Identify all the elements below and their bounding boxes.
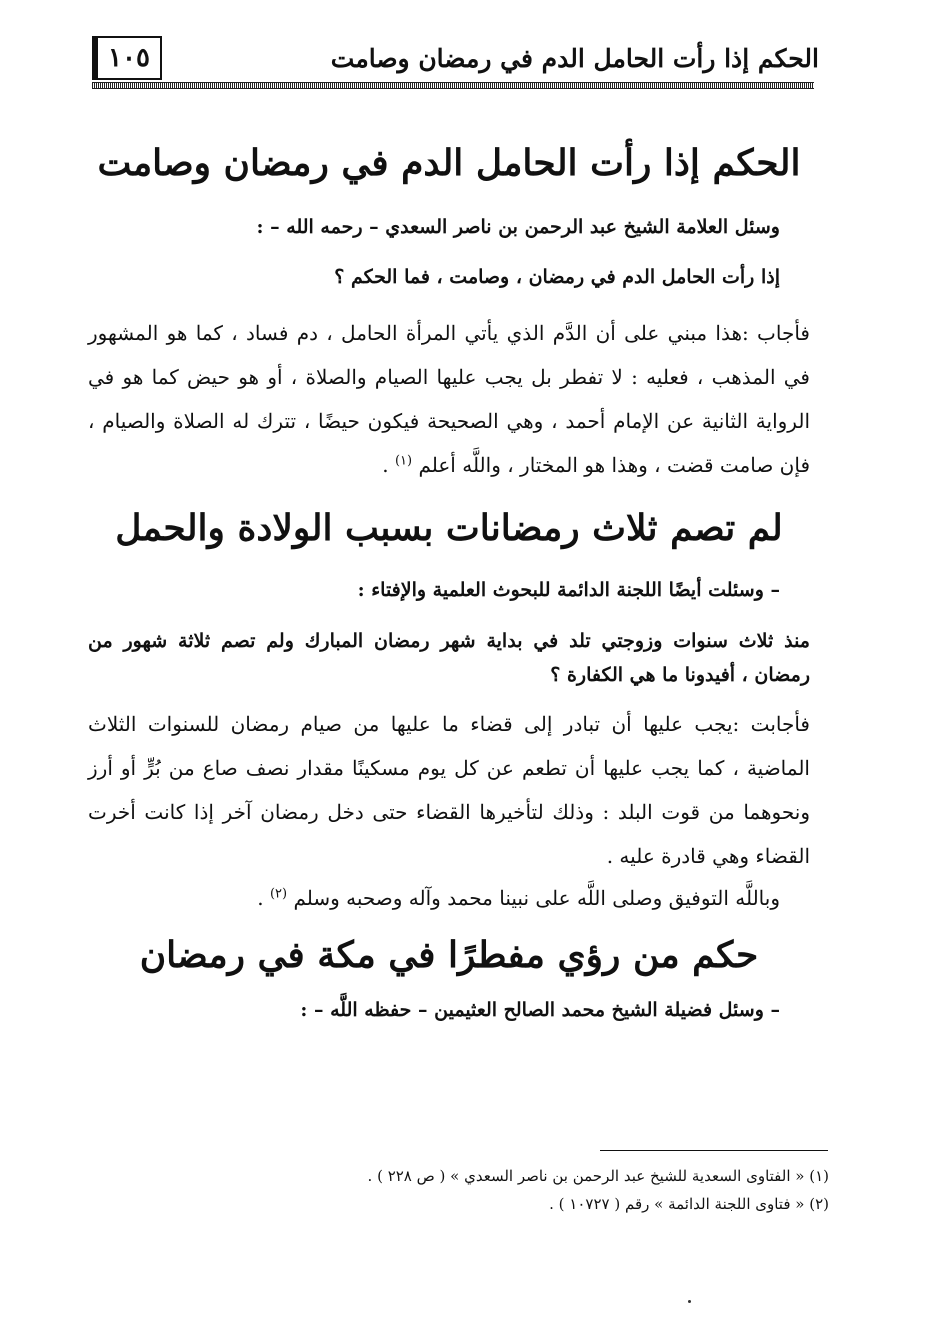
answer-text [88,311,810,487]
closing-body: وباللَّه التوفيق وصلى اللَّه على نبينا محمد وآله وصحبه وسلم [293,885,780,910]
answer-text: فأجابت :يجب عليها أن تبادر إلى قضاء ما عليها من صيام رمضان للسنوات الثلاث الماضية ، كما يجب عليها أن تطعم عن كل يوم مسكينًا مقدار نصف صاع من بُرٍّ أو أرز ونحوهما من قوت البلد : وذلك لتأخيرها القضاء حتى دخل رمضان آخر إذا كانت أخرت القضاء وهي قادرة عليه . [88,711,810,868]
section-title-three-ramadans: لم تصم ثلاث رمضانات بسبب الولادة والحمل [115,506,783,549]
header-divider [92,82,814,89]
page-body [88,120,810,1044]
footnote-ref: (٢) [269,885,288,901]
question-text: إذا رأت الحامل الدم في رمضان ، وصامت ، فما الحكم ؟ [334,265,780,288]
answer-end: . [382,452,395,477]
page-number: ١٠٥ [92,36,162,80]
footnote-1: (١) « الفتاوى السعدية للشيخ عبد الرحمن بن ناصر السعدي » ( ص ٢٢٨ ) . [367,1167,829,1185]
fatwa-intro: – وسئل فضيلة الشيخ محمد الصالح العثيمين – حفظه اللَّه – : [300,999,780,1022]
section-title-seen-eating-mecca: حكم من رؤي مفطرًا في مكة في رمضان [139,933,759,976]
footnote-divider [600,1150,828,1151]
fatwa-intro: وسئل العلامة الشيخ عبد الرحمن بن ناصر السعدي – رحمه الله – : [256,215,780,238]
section-title-pregnant-bleeding: الحكم إذا رأت الحامل الدم في رمضان وصامت [97,142,801,184]
running-title: الحكم إذا رأت الحامل الدم في رمضان وصامت [330,44,819,73]
fatwa-intro: – وسئلت أيضًا اللجنة الدائمة للبحوث العلمية والإفتاء : [357,578,780,601]
footnote-ref: (١) [394,453,413,469]
closing-prayer [88,878,780,918]
answer-body: فأجاب :هذا مبني على أن الدَّم الذي يأتي المرأة الحامل ، دم فساد ، كما هو المشهور في المذهب ، فعليه : لا تفطر بل يجب عليها الصيام والصلاة ، أو هو حيض كما هو في الرواية الثانية عن الإمام أحمد ، وهي الصحيحة فيكون حيضًا ، تترك له الصلاة والصيام ، فإن صامت قضت ، وهذا هو المختار ، واللَّه أعلم [88,320,810,477]
footnote-2: (٢) « فتاوى اللجنة الدائمة » رقم ( ١٠٧٢٧ ) . [549,1195,829,1213]
footnotes [107,1162,829,1218]
question-text: منذ ثلاث سنوات وزوجتي تلد في بداية شهر رمضان المبارك ولم تصم ثلاثة شهور من رمضان ، أفيدونا ما هي الكفارة ؟ [88,629,810,686]
closing-end: . [257,885,270,910]
scan-speck [688,1300,691,1303]
